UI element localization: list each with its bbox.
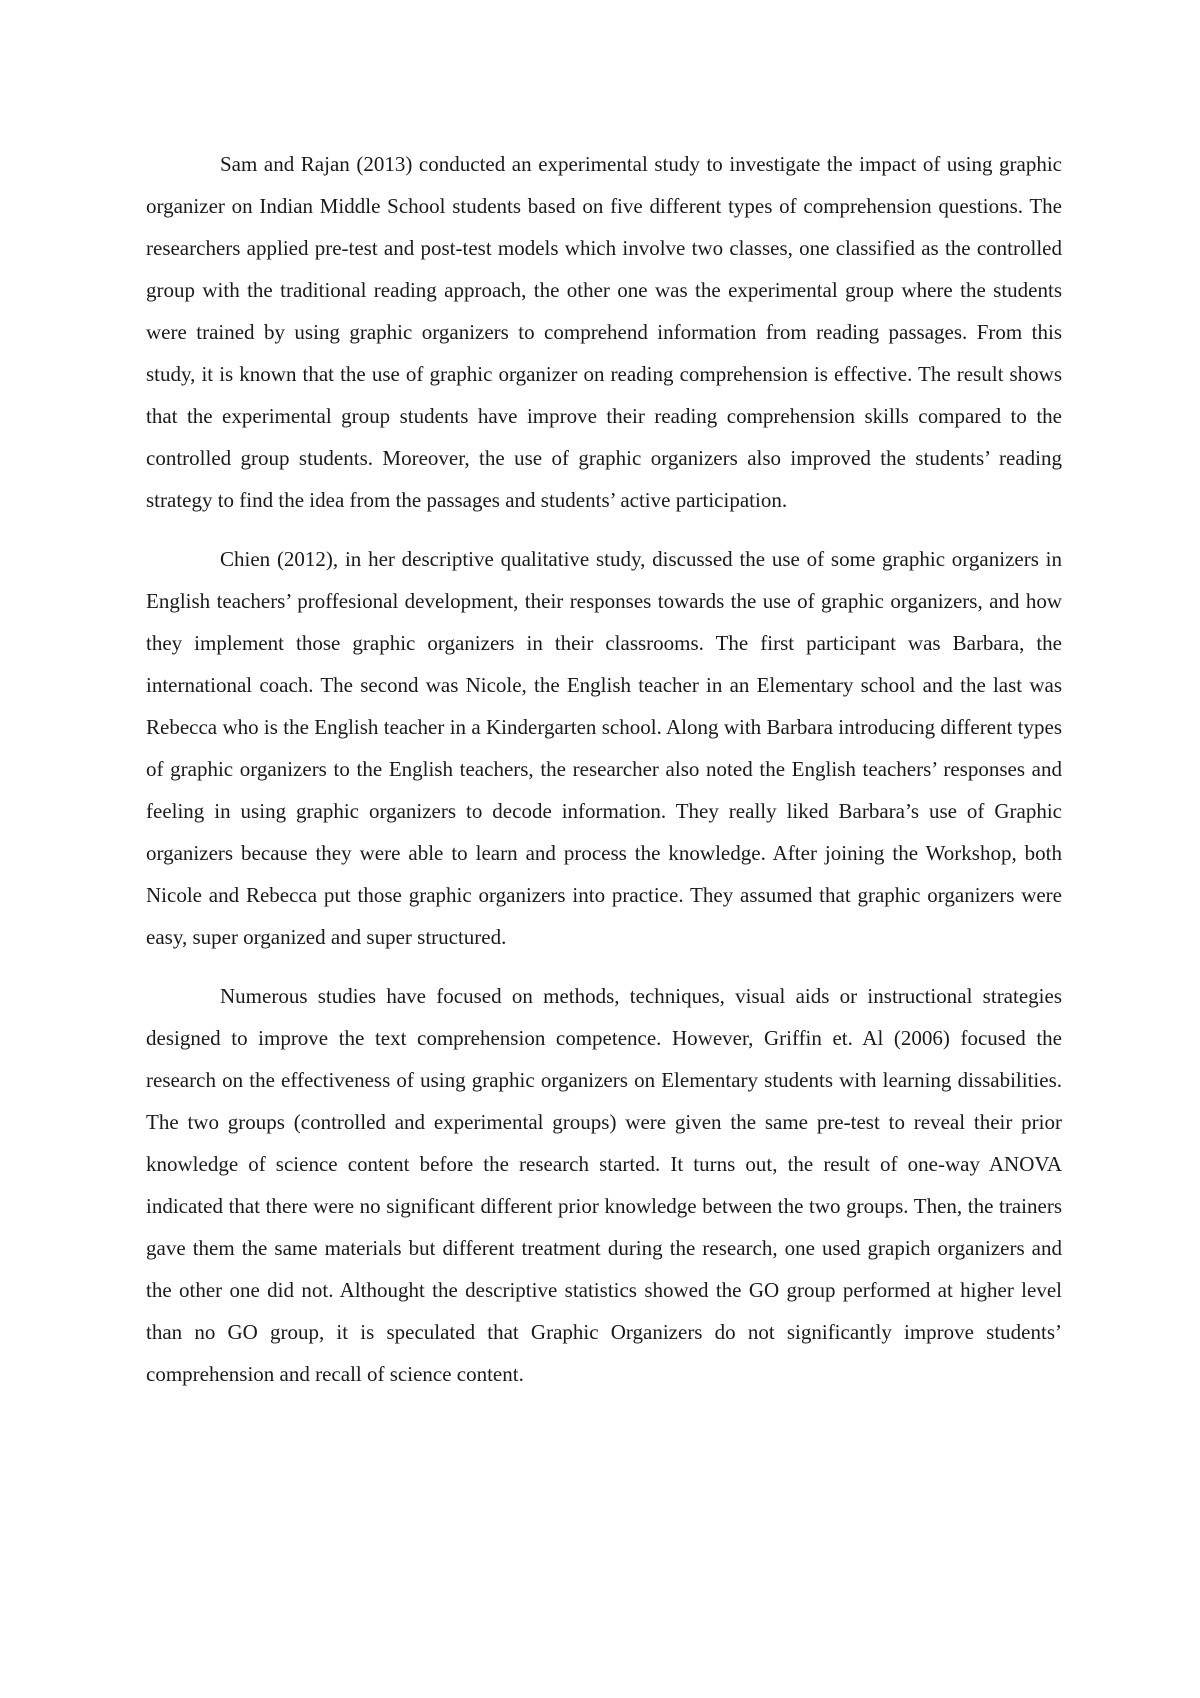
paragraph-griffin: Numerous studies have focused on methods, techniques, visual aids or instructional strategies designed to improve the text comprehension competence. However, Griffin et. Al (2006) focused the research on the effectiveness of using graphic organizers on Elementary students with learning dissabilities. The two groups (controlled and experimental groups) were given the same pre-test to reveal their prior knowledge of science content before the research started. It turns out, the result of one-way ANOVA indicated that there were no significant different prior knowledge between the two groups. Then, the trainers gave them the same materials but different treatment during the research, one used grapich organizers and the other one did not. Althought the descriptive statistics showed the GO group performed at higher level than no GO group, it is speculated that Graphic Organizers do not significantly improve students’ comprehension and recall of science content. xyxy=(146,984,1062,1386)
body-text xyxy=(146,143,1062,1395)
paragraph-chien: Chien (2012), in her descriptive qualitative study, discussed the use of some graphic organizers in English teachers’ proffesional development, their responses towards the use of graphic organizers, and how they implement those graphic organizers in their classrooms. The first participant was Barbara, the international coach. The second was Nicole, the English teacher in an Elementary school and the last was Rebecca who is the English teacher in a Kindergarten school. Along with Barbara introducing different types of graphic organizers to the English teachers, the researcher also noted the English teachers’ responses and feeling in using graphic organizers to decode information. They really liked Barbara’s use of Graphic organizers because they were able to learn and process the knowledge. After joining the Workshop, both Nicole and Rebecca put those graphic organizers into practice. They assumed that graphic organizers were easy, super organized and super structured. xyxy=(146,547,1062,949)
paragraph-sam-and-rajan: Sam and Rajan (2013) conducted an experimental study to investigate the impact of using graphic organizer on Indian Middle School students based on five different types of comprehension questions. The researchers applied pre-test and post-test models which involve two classes, one classified as the controlled group with the traditional reading approach, the other one was the experimental group where the students were trained by using graphic organizers to comprehend information from reading passages. From this study, it is known that the use of graphic organizer on reading comprehension is effective. The result shows that the experimental group students have improve their reading comprehension skills compared to the controlled group students. Moreover, the use of graphic organizers also improved the students’ reading strategy to find the idea from the passages and students’ active participation. xyxy=(146,152,1062,512)
